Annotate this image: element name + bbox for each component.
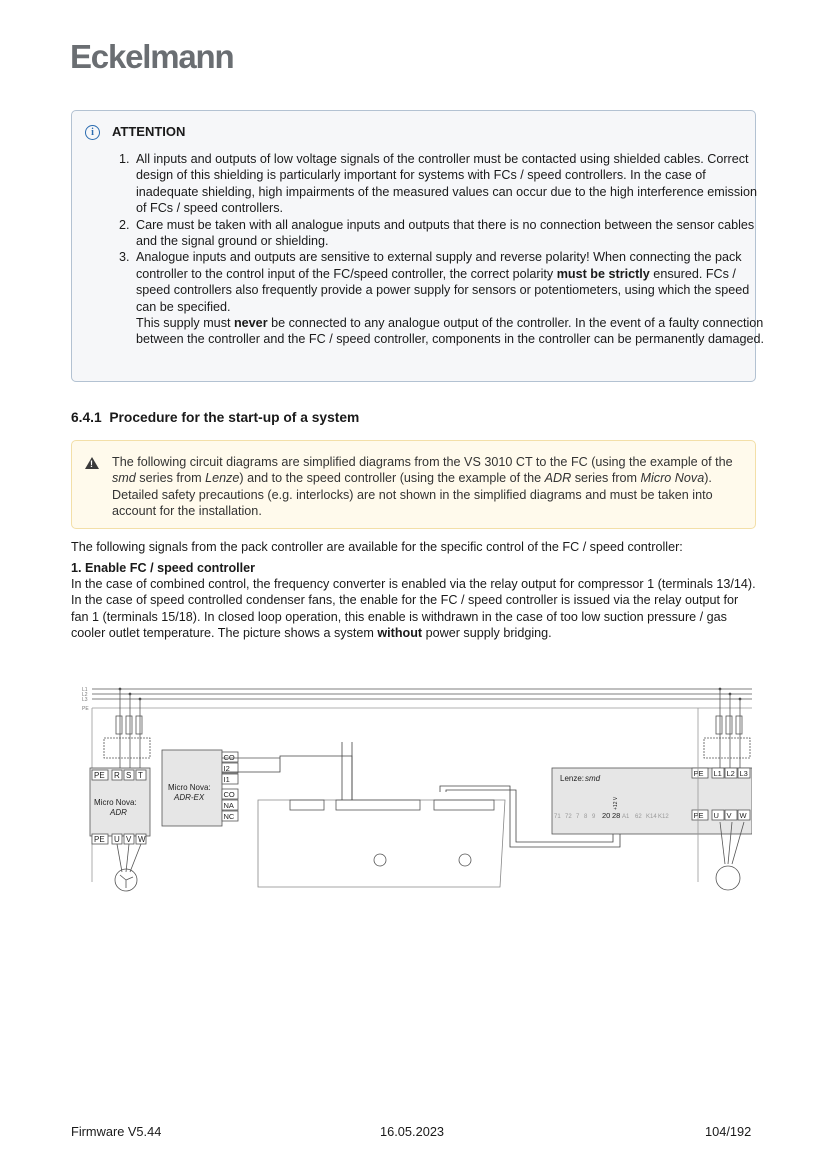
adr-name: Micro Nova: xyxy=(94,798,137,807)
lenze-terminal: V xyxy=(726,811,732,820)
adrex-terminal: CO xyxy=(223,753,235,762)
lenze-control-terminal: 72 xyxy=(565,814,572,820)
info-icon: i xyxy=(85,125,100,140)
adrex-terminal: I2 xyxy=(223,764,230,773)
pack-controller-board xyxy=(222,742,505,887)
attention-item: 2. Care must be taken with all analogue inputs and outputs that there is no connection between the sensor cables and the signal ground or shielding. xyxy=(133,217,768,250)
attention-box xyxy=(71,110,764,382)
bus-label: L2 xyxy=(82,692,88,698)
adr-terminal: V xyxy=(126,835,132,844)
lenze-control-terminal: K14 xyxy=(646,814,657,820)
bus-label: PE xyxy=(82,706,89,712)
section-title xyxy=(71,410,359,425)
attention-item xyxy=(133,249,768,347)
adr-terminal: S xyxy=(126,771,132,780)
section-number: 6.4.1 xyxy=(71,410,102,425)
lenze-control-terminal: 62 xyxy=(635,814,642,820)
adrex-name: Micro Nova: xyxy=(168,783,211,792)
adr-model: ADR xyxy=(110,808,127,817)
enable-heading: 1. Enable FC / speed controller xyxy=(71,561,256,575)
lenze-terminal: PE xyxy=(693,769,704,778)
circuit-diagram xyxy=(80,682,752,902)
section-title-text: Procedure for the start-up of a system xyxy=(109,410,360,425)
lenze-model: smd xyxy=(585,774,601,783)
adr-controller xyxy=(90,768,150,891)
lenze-terminal: W xyxy=(739,811,747,820)
lenze-voltage: +12 V xyxy=(613,796,619,810)
attention-item-3-continued: This supply must never be connected to any analogue output of the controller. In the event of a faulty connection between the controller and the FC / speed controller, components in the controller can be permanently damaged. xyxy=(136,316,764,347)
adrex-model: ADR-EX xyxy=(174,793,205,802)
lenze-name: Lenze: xyxy=(560,774,585,783)
adrex-controller xyxy=(162,750,238,826)
attention-item-3-text: Analogue inputs and outputs are sensitive to external supply and reverse polarity! When connecting the pack controller to the control input of the FC/speed controller, the correct polarity must be strictly ensured. FCs / speed controllers also frequently provide a power supply for sensors or potentiometers, using which the speed can be specified. xyxy=(136,250,750,314)
lenze-control-terminal: 20 xyxy=(602,811,611,820)
bus-label: L3 xyxy=(82,697,88,703)
intro-paragraph: The following signals from the pack controller are available for the specific control of the FC / speed controller: xyxy=(71,540,683,554)
lenze-control-terminal: 7 xyxy=(576,814,580,820)
lenze-terminal: U xyxy=(713,811,719,820)
footer-date: 16.05.2023 xyxy=(380,1124,445,1139)
bus-label: L1 xyxy=(82,687,88,693)
adr-terminal: U xyxy=(114,835,120,844)
enable-paragraph: In the case of combined control, the frequency converter is enabled via the relay output for compressor 1 (terminals 13/14). In the case of speed controlled condenser fans, the enable for the FC / speed controller is issued via the relay output for fan 1 (terminals 15/18). In closed loop operation, this enable is withdrawn in the case of too low suction pressure / gas cooler outlet temperature. The picture shows a system without power supply bridging. xyxy=(71,577,756,641)
lenze-control-terminal: 71 xyxy=(554,814,561,820)
lenze-control-terminal: 9 xyxy=(592,814,596,820)
lenze-control-terminal: K12 xyxy=(658,814,669,820)
lenze-terminal: L1 xyxy=(713,769,722,778)
adr-terminal: R xyxy=(114,771,120,780)
footer-firmware: Firmware V5.44 xyxy=(71,1124,162,1139)
footer-page: 104/192 xyxy=(705,1124,752,1139)
adr-terminal: PE xyxy=(94,835,105,844)
attention-item: 1. All inputs and outputs of low voltage signals of the controller must be contacted using shielded cables. Correct design of this shielding is particularly important for systems with FCs / speed controllers. In the case of inadequate shielding, high impairments of the measured values can occur due to the high interference emission of FCs / speed controllers. xyxy=(133,151,768,217)
adrex-terminal: I1 xyxy=(223,775,230,784)
adr-terminal: T xyxy=(138,771,143,780)
adrex-terminal: CO xyxy=(223,790,235,799)
lenze-control-terminal: 28 xyxy=(612,811,621,820)
adr-terminal: W xyxy=(138,835,146,844)
adr-terminal: PE xyxy=(94,771,105,780)
eckelmann-logo: Eckelmann xyxy=(70,38,234,75)
lenze-terminal: L3 xyxy=(739,769,748,778)
adrex-terminal: NC xyxy=(223,812,235,821)
attention-list xyxy=(112,151,768,348)
lenze-control-terminal: 8 xyxy=(584,814,588,820)
warning-box xyxy=(71,440,756,529)
warning-text: The following circuit diagrams are simplified diagrams from the VS 3010 CT to the FC (using the example of the smd series from Lenze) and to the speed controller (using the example of the ADR series from Micro Nova). Detailed safety precautions (e.g. interlocks) are not shown in the simplified diagrams and must be taken into account for the installation. xyxy=(112,455,733,519)
lenze-control-terminal: A1 xyxy=(622,814,630,820)
adrex-terminal: NA xyxy=(223,801,234,810)
attention-heading: ATTENTION xyxy=(112,124,186,139)
lenze-terminal: L2 xyxy=(726,769,735,778)
lenze-fc xyxy=(552,768,752,834)
lenze-terminal: PE xyxy=(693,811,704,820)
warning-icon: ! xyxy=(85,457,99,469)
power-bus xyxy=(82,687,752,712)
